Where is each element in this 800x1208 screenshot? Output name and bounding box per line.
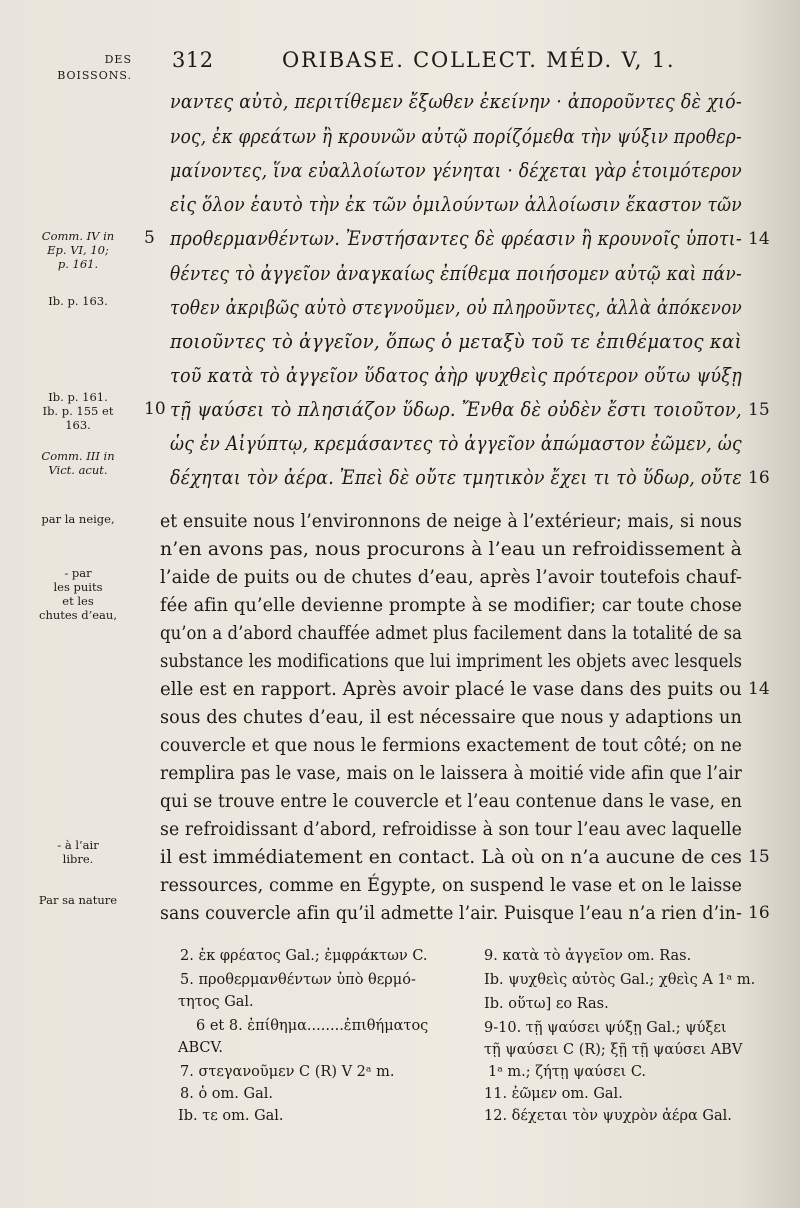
footnote: 11. ἐῶμεν om. Gal. (484, 1086, 623, 1102)
greek-line: εἰς ὅλον ἑαυτὸ τὴν ἐκ τῶν ὁμιλούντων ἀλλοίωσιν ἕκαστον τῶν (170, 193, 742, 216)
margin-note-line: Ib. p. 155 et (42, 404, 114, 418)
margin-note-line: - par (64, 566, 92, 580)
footnote: τῇ ψαύσει C (R); ξῇ τῇ ψαύσει ABV (484, 1042, 743, 1058)
margin-note-line: les puits (53, 580, 103, 594)
greek-line: προθερμανθέντων. Ἐνστήσαντες δὲ φρέασιν ἢ κρουνοῖς ὑποτι- (170, 227, 743, 250)
french-line: ressources, comme en Égypte, on suspend le vase et on le laisse (160, 874, 743, 896)
margin-note (28, 449, 128, 477)
french-line: n’en avons pas, nous procurons à l’eau un refroidissement à (160, 538, 743, 560)
line-number: 16 (748, 903, 770, 923)
footnote: 9. κατὰ τὸ ἀγγεῖον om. Ras. (484, 948, 692, 964)
margin-note-line: Ep. VI, 10; (47, 243, 109, 257)
footnote: 6 et 8. ἐπίθημα........ἐπιθήματος (196, 1018, 429, 1034)
footnote: Ib. οὕτω] εο Ras. (484, 996, 609, 1012)
footnote: Ib. ψυχθεὶς αὐτὸς Gal.; χθεὶς A 1ᵃ m. (484, 972, 756, 988)
greek-line: μαίνοντες, ἵνα εὐαλλοίωτον γένηται · δέχεται γὰρ ἑτοιμότερον (170, 159, 742, 182)
side-label-line1: DES (104, 53, 132, 66)
line-number: 14 (748, 229, 770, 249)
margin-note: par la neige, (41, 512, 115, 526)
margin-note (28, 229, 128, 271)
margin-note-line: 163. (65, 418, 91, 432)
footnote: ABCV. (178, 1040, 224, 1056)
footnote: 1ᵃ m.; ζήτῃ ψαύσει C. (488, 1064, 647, 1080)
margin-note (28, 390, 128, 432)
page-number: 312 (172, 48, 214, 72)
footnote: 5. προθερμανθέντων ὑπὸ θερμό- (180, 972, 416, 988)
footnote: 12. δέχεται τὸν ψυχρὸν ἀέρα Gal. (484, 1108, 732, 1124)
french-line: qu’on a d’abord chauffée admet plus facilement dans la totalité de sa (160, 622, 743, 644)
footnote: 7. στεγανοῦμεν C (R) V 2ᵃ m. (180, 1064, 395, 1080)
margin-note-line: libre. (62, 852, 94, 866)
line-number: 15 (748, 847, 770, 867)
greek-line: τῇ ψαύσει τὸ πλησιάζον ὕδωρ. Ἔνθα δὲ οὐδὲν ἔστι τοιοῦτον, (170, 398, 742, 421)
side-label-line2: BOISSONS. (57, 69, 132, 82)
margin-note-line: et les (62, 594, 94, 608)
line-number: 15 (748, 400, 770, 420)
greek-line: νος, ἐκ φρεάτων ἢ κρουνῶν αὐτῷ πορίζόμεθα τὴν ψύξιν προθερ- (170, 125, 742, 148)
margin-note-line: - à l’air (57, 838, 99, 852)
greek-line: ναντες αὐτὸ, περιτίθεμεν ἔξωθεν ἐκείνην · ἀποροῦντες δὲ χιό- (170, 90, 743, 113)
line-number: 14 (748, 679, 770, 699)
margin-note (28, 566, 128, 622)
french-line: substance les modifications que lui impriment les objets avec lesquels (160, 650, 743, 672)
french-line: et ensuite nous l’environnons de neige à l’extérieur; mais, si nous (160, 510, 742, 532)
greek-line: δέχηται τὸν ἀέρα. Ἐπεὶ δὲ οὔτε τμητικὸν ἔχει τι τὸ ὕδωρ, οὔτε (170, 466, 743, 489)
footnote: 8. ὁ om. Gal. (180, 1086, 273, 1102)
french-line: fée afin qu’elle devienne prompte à se modifier; car toute chose (160, 594, 743, 616)
french-line: se refroidissant d’abord, refroidisse à son tour l’eau avec laquelle (160, 818, 742, 840)
footnote: 2. ἐκ φρέατος Gal.; ἐμφράκτων C. (180, 948, 428, 964)
footnote: 9-10. τῇ ψαύσει ψύξῃ Gal.; ψύξει (484, 1020, 727, 1036)
side-label (48, 52, 132, 84)
greek-line: ὡς ἐν Αἰγύπτῳ, κρεμάσαντες τὸ ἀγγεῖον ἀπώμαστον ἐῶμεν, ὡς (170, 432, 742, 455)
line-number: 16 (748, 468, 770, 488)
margin-note-line: Comm. III in (41, 449, 115, 463)
greek-line: τοθεν ἀκριβῶς αὐτὸ στεγνοῦμεν, οὐ πληροῦντες, ἀλλὰ ἀπόκενον (170, 296, 742, 319)
margin-note: Par sa nature (38, 893, 118, 907)
french-line: sans couvercle afin qu’il admette l’air. Puisque l’eau n’a rien d’in- (160, 902, 742, 924)
margin-note-line: p. 161. (57, 257, 99, 271)
french-line: elle est en rapport. Après avoir placé le vase dans des puits ou (160, 678, 742, 700)
french-line: il est immédiatement en contact. Là où on n’a aucune de ces (160, 846, 743, 868)
french-line: couvercle et que nous le fermions exactement de tout côté; on ne (160, 734, 742, 756)
greek-line: θέντες τὸ ἀγγεῖον ἀναγκαίως ἐπίθεμα ποιήσομεν αὐτῷ καὶ πάν- (170, 262, 742, 285)
running-title: ORIBASE. COLLECT. MÉD. V, 1. (282, 48, 676, 72)
french-line: l’aide de puits ou de chutes d’eau, après l’avoir toutefois chauf- (160, 566, 742, 588)
margin-note-line: Comm. IV in (41, 229, 115, 243)
greek-line: ποιοῦντες τὸ ἀγγεῖον, ὅπως ὁ μεταξὺ τοῦ τε ἐπιθέματος καὶ (170, 330, 743, 353)
greek-line: τοῦ κατὰ τὸ ἀγγεῖον ὕδατος ἀὴρ ψυχθεὶς πρότερον οὕτω ψύξῃ (170, 364, 743, 387)
french-line: qui se trouve entre le couvercle et l’eau contenue dans le vase, en (160, 790, 742, 812)
french-line: remplira pas le vase, mais on le laissera à moitié vide afin que l’air (160, 762, 742, 784)
margin-note: Ib. p. 163. (48, 294, 108, 308)
line-number: 10 (144, 399, 166, 419)
footnote: τητος Gal. (178, 994, 254, 1010)
margin-note-line: Vict. acut. (48, 463, 108, 477)
line-number: 5 (144, 228, 155, 248)
footnote: Ib. τε om. Gal. (178, 1108, 284, 1124)
french-line: sous des chutes d’eau, il est nécessaire que nous y adaptions un (160, 706, 742, 728)
margin-note (28, 838, 128, 866)
margin-note-line: chutes d’eau, (39, 608, 117, 622)
margin-note-line: Ib. p. 161. (48, 390, 108, 404)
